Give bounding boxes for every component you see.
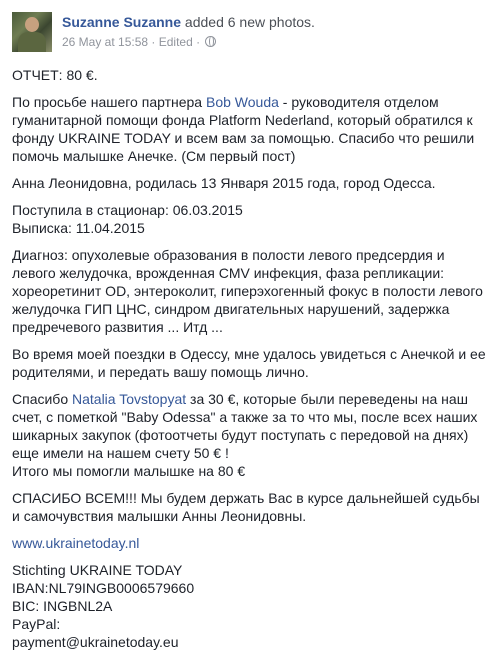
bank-bic: BIC: INGBNL2A: [12, 598, 113, 614]
paragraph-closing: СПАСИБО ВСЕМ!!! Мы будем держать Вас в курсе дальнейшей судьбы и самочувствия малышки Анны Леонидовны.: [12, 490, 480, 524]
paragraph-birth: Анна Леонидовна, родилась 13 Января 2015 года, город Одесса.: [12, 175, 436, 191]
website-link[interactable]: www.ukrainetoday.nl: [12, 535, 140, 551]
paypal-email: payment@ukrainetoday.eu: [12, 634, 179, 650]
globe-icon[interactable]: [205, 36, 216, 47]
report-title: ОТЧЕТ: 80 €.: [12, 67, 98, 83]
post-header: [0, 0, 494, 60]
author-name[interactable]: Suzanne Suzanne: [62, 14, 182, 30]
bank-iban: IBAN:NL79INGB0006579660: [12, 580, 195, 596]
avatar-head: [25, 17, 39, 32]
paragraph-dates: [12, 201, 490, 237]
paypal-label: PayPal:: [12, 616, 61, 632]
paragraph-thanks-end: за 30 €, которые были переведены на наш счет, с пометкой "Baby Odessa" а также за то что мы, после всех наших шикарных закупок (фотоотчеты будут поступать с передовой на днях) еще имели на нашем счету 50 € !: [12, 391, 478, 461]
paragraph-partner-end: - руководителя отделом гуманитарной помощи фонда Platform Nederland, который обратился к фонду UKRAINE TODAY и всем вам за помощью. Спасибо что решили помочь малышке Анечке. (См первый пост): [12, 94, 475, 164]
link-natalia-tovstopyat[interactable]: Natalia Tovstopyat: [72, 391, 187, 407]
post-meta: [62, 34, 216, 49]
post-timestamp[interactable]: 26 May at 15:58: [62, 34, 149, 49]
paragraph-partner: [12, 93, 490, 165]
link-bob-wouda[interactable]: Bob Wouda: [205, 94, 279, 110]
paragraph-visit: Во время моей поездки в Одессу, мне удалось увидеться с Анечкой и ее родителями, и передать вашу помощь лично.: [12, 346, 486, 380]
paragraph-diagnosis: Диагноз: опухолевые образования в полости левого предсердия и левого желудочка, врожденная CMV инфекция, фаза репликации: хореоретинит OD, энтероколит, гиперэхогенный фокус в полости левого желудочка ГИП ЦНС, синдром двигательных нарушений, задержка предречевого развития ... Итд ...: [12, 247, 483, 335]
avatar[interactable]: [12, 12, 52, 52]
paragraph-total: Итого мы помогли малышке на 80 €: [12, 463, 246, 479]
edited-label[interactable]: Edited: [158, 34, 193, 49]
meta-separator: ·: [151, 34, 156, 49]
paragraph-partner-start: По просьбе нашего партнера: [12, 94, 206, 110]
paragraph-website: [12, 534, 490, 552]
admission-date: Поступила в стационар: 06.03.2015: [12, 202, 243, 218]
bank-name: Stichting UKRAINE TODAY: [12, 562, 183, 578]
post-action[interactable]: added 6 new photos.: [184, 14, 315, 30]
paragraph-thanks: [12, 390, 490, 480]
paragraph-bank: [12, 561, 490, 651]
paragraph-thanks-start: Спасибо: [12, 391, 72, 407]
avatar-body: [18, 32, 46, 52]
discharge-date: Выписка: 11.04.2015: [12, 220, 145, 236]
author-line: [62, 14, 315, 31]
meta-separator-2: ·: [196, 34, 201, 49]
post-body: [12, 66, 490, 660]
